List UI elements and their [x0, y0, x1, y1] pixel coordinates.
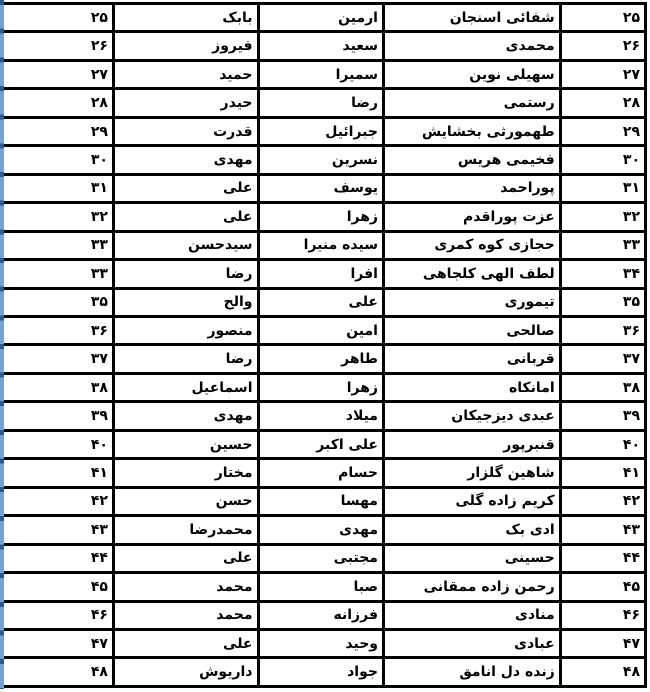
table-row — [4, 288, 646, 316]
row-number-left-cell[interactable]: ۴۲ — [4, 487, 113, 515]
table-row — [4, 60, 646, 88]
table-row — [4, 260, 646, 288]
table-row — [4, 544, 646, 572]
row-number-left-cell[interactable]: ۳۵ — [4, 288, 113, 316]
row-number-right-cell[interactable]: ۳۲ — [560, 203, 645, 231]
table-row — [4, 459, 646, 487]
father-name-cell[interactable]: حیدر — [113, 89, 258, 117]
row-number-right-cell[interactable]: ۳۷ — [560, 345, 645, 373]
first-name-cell[interactable]: طاهر — [258, 345, 383, 373]
row-number-left-cell[interactable]: ۲۹ — [4, 117, 113, 145]
table-row — [4, 573, 646, 601]
row-number-left-cell[interactable]: ۴۷ — [4, 629, 113, 657]
father-name-cell[interactable]: مختار — [113, 459, 258, 487]
row-number-left-cell[interactable]: ۳۸ — [4, 373, 113, 401]
row-number-right-cell[interactable]: ۳۵ — [560, 288, 645, 316]
family-name-cell[interactable]: کریم زاده گلی — [383, 487, 560, 515]
father-name-cell[interactable]: حسین — [113, 430, 258, 458]
first-name-cell[interactable]: مهسا — [258, 487, 383, 515]
table-row — [4, 316, 646, 344]
father-name-cell[interactable]: والح — [113, 288, 258, 316]
row-number-left-cell[interactable]: ۴۴ — [4, 544, 113, 572]
father-name-cell[interactable]: مهدی — [113, 402, 258, 430]
first-name-cell[interactable]: مجتبی — [258, 544, 383, 572]
family-name-cell[interactable]: پوراحمد — [383, 174, 560, 202]
father-name-cell[interactable]: حسن — [113, 487, 258, 515]
table-row — [4, 89, 646, 117]
row-number-left-cell[interactable]: ۳۲ — [4, 203, 113, 231]
row-number-left-cell[interactable]: ۲۷ — [4, 60, 113, 88]
first-name-cell[interactable]: رضا — [258, 89, 383, 117]
family-name-cell[interactable]: منادی — [383, 601, 560, 629]
table-row — [4, 402, 646, 430]
table-row — [4, 203, 646, 231]
family-name-cell[interactable]: عبدی دیزجیکان — [383, 402, 560, 430]
father-name-cell[interactable]: منصور — [113, 316, 258, 344]
first-name-cell[interactable]: جبرائیل — [258, 117, 383, 145]
row-number-right-cell[interactable]: ۳۳ — [560, 231, 645, 259]
father-name-cell[interactable]: مهدی — [113, 146, 258, 174]
first-name-cell[interactable]: علی — [258, 288, 383, 316]
row-number-right-cell[interactable]: ۲۹ — [560, 117, 645, 145]
row-number-left-cell[interactable]: ۲۵ — [4, 4, 113, 32]
family-name-cell[interactable]: عبادی — [383, 629, 560, 657]
father-name-cell[interactable]: علی — [113, 544, 258, 572]
father-name-cell[interactable]: حمید — [113, 60, 258, 88]
first-name-cell[interactable]: مهدی — [258, 516, 383, 544]
row-number-right-cell[interactable]: ۴۰ — [560, 430, 645, 458]
father-name-cell[interactable]: رضا — [113, 345, 258, 373]
row-number-right-cell[interactable]: ۴۲ — [560, 487, 645, 515]
first-name-cell[interactable]: صبا — [258, 573, 383, 601]
row-number-right-cell[interactable]: ۲۸ — [560, 89, 645, 117]
father-name-cell[interactable]: محمد — [113, 573, 258, 601]
row-number-left-cell[interactable]: ۴۵ — [4, 573, 113, 601]
row-number-left-cell[interactable]: ۳۶ — [4, 316, 113, 344]
first-name-cell[interactable]: میلاد — [258, 402, 383, 430]
first-name-cell[interactable]: سیده منیرا — [258, 231, 383, 259]
row-number-right-cell[interactable]: ۳۶ — [560, 316, 645, 344]
names-table — [4, 2, 647, 688]
father-name-cell[interactable]: فیروز — [113, 32, 258, 60]
family-name-cell[interactable]: سهیلی نوین — [383, 60, 560, 88]
father-name-cell[interactable]: رضا — [113, 260, 258, 288]
family-name-cell[interactable]: حسینی — [383, 544, 560, 572]
father-name-cell[interactable]: سیدحسن — [113, 231, 258, 259]
row-number-left-cell[interactable]: ۴۱ — [4, 459, 113, 487]
row-number-right-cell[interactable]: ۴۱ — [560, 459, 645, 487]
table-row — [4, 4, 646, 32]
table-row — [4, 373, 646, 401]
table-row — [4, 516, 646, 544]
first-name-cell[interactable]: جواد — [258, 658, 383, 687]
father-name-cell[interactable]: داریوش — [113, 658, 258, 687]
father-name-cell[interactable]: محمد — [113, 601, 258, 629]
row-number-right-cell[interactable]: ۳۴ — [560, 260, 645, 288]
family-name-cell[interactable]: شاهین گلزار — [383, 459, 560, 487]
first-name-cell[interactable]: حسام — [258, 459, 383, 487]
row-number-right-cell[interactable]: ۲۶ — [560, 32, 645, 60]
table-row — [4, 629, 646, 657]
first-name-cell[interactable]: وحید — [258, 629, 383, 657]
row-number-right-cell[interactable]: ۳۹ — [560, 402, 645, 430]
father-name-cell[interactable]: قدرت — [113, 117, 258, 145]
row-number-right-cell[interactable]: ۴۷ — [560, 629, 645, 657]
father-name-cell[interactable]: اسماعیل — [113, 373, 258, 401]
family-name-cell[interactable]: لطف الهی کلجاهی — [383, 260, 560, 288]
row-number-right-cell[interactable]: ۴۵ — [560, 573, 645, 601]
table-row — [4, 32, 646, 60]
row-number-right-cell[interactable]: ۴۴ — [560, 544, 645, 572]
first-name-cell[interactable]: سمیرا — [258, 60, 383, 88]
first-name-cell[interactable]: زهرا — [258, 203, 383, 231]
first-name-cell[interactable]: افرا — [258, 260, 383, 288]
father-name-cell[interactable]: بابک — [113, 4, 258, 32]
table-row — [4, 658, 646, 687]
family-name-cell[interactable]: عزت پوراقدم — [383, 203, 560, 231]
family-name-cell[interactable]: صالحی — [383, 316, 560, 344]
table-row — [4, 174, 646, 202]
family-name-cell[interactable]: رحمن زاده ممقانی — [383, 573, 560, 601]
row-number-right-cell[interactable]: ۲۵ — [560, 4, 645, 32]
row-number-left-cell[interactable]: ۳۳ — [4, 231, 113, 259]
family-name-cell[interactable]: طهمورثی بخشایش — [383, 117, 560, 145]
father-name-cell[interactable]: علی — [113, 174, 258, 202]
table-body — [4, 4, 646, 687]
row-number-right-cell[interactable]: ۳۱ — [560, 174, 645, 202]
row-number-left-cell[interactable]: ۳۷ — [4, 345, 113, 373]
table-row — [4, 146, 646, 174]
family-name-cell[interactable]: تیموری — [383, 288, 560, 316]
table-row — [4, 430, 646, 458]
row-number-left-cell[interactable]: ۴۸ — [4, 658, 113, 687]
family-name-cell[interactable]: شفائی اسنجان — [383, 4, 560, 32]
table-row — [4, 345, 646, 373]
first-name-cell[interactable]: سعید — [258, 32, 383, 60]
father-name-cell[interactable]: علی — [113, 629, 258, 657]
row-number-right-cell[interactable]: ۲۷ — [560, 60, 645, 88]
father-name-cell[interactable]: علی — [113, 203, 258, 231]
family-name-cell[interactable]: ادی بک — [383, 516, 560, 544]
row-number-right-cell[interactable]: ۳۰ — [560, 146, 645, 174]
family-name-cell[interactable]: رستمی — [383, 89, 560, 117]
family-name-cell[interactable]: امانکاه — [383, 373, 560, 401]
family-name-cell[interactable]: محمدی — [383, 32, 560, 60]
first-name-cell[interactable]: امین — [258, 316, 383, 344]
family-name-cell[interactable]: قنبرپور — [383, 430, 560, 458]
row-number-left-cell[interactable]: ۳۱ — [4, 174, 113, 202]
table-row — [4, 487, 646, 515]
family-name-cell[interactable]: زنده دل انامق — [383, 658, 560, 687]
first-name-cell[interactable]: زهرا — [258, 373, 383, 401]
row-number-left-cell[interactable]: ۳۰ — [4, 146, 113, 174]
family-name-cell[interactable]: حجازی کوه کمری — [383, 231, 560, 259]
table-row — [4, 231, 646, 259]
table-row — [4, 117, 646, 145]
row-number-left-cell[interactable]: ۲۶ — [4, 32, 113, 60]
row-number-right-cell[interactable]: ۳۸ — [560, 373, 645, 401]
table-row — [4, 601, 646, 629]
first-name-cell[interactable]: نسرین — [258, 146, 383, 174]
row-number-left-cell[interactable]: ۴۳ — [4, 516, 113, 544]
first-name-cell[interactable]: علی اکبر — [258, 430, 383, 458]
row-number-left-cell[interactable]: ۲۸ — [4, 89, 113, 117]
row-number-left-cell[interactable]: ۴۶ — [4, 601, 113, 629]
row-number-right-cell[interactable]: ۴۳ — [560, 516, 645, 544]
first-name-cell[interactable]: فرزانه — [258, 601, 383, 629]
row-number-right-cell[interactable]: ۴۶ — [560, 601, 645, 629]
row-number-left-cell[interactable]: ۳۳ — [4, 260, 113, 288]
first-name-cell[interactable]: ارمین — [258, 4, 383, 32]
row-number-right-cell[interactable]: ۴۸ — [560, 658, 645, 687]
row-number-left-cell[interactable]: ۳۹ — [4, 402, 113, 430]
family-name-cell[interactable]: فخیمی هریس — [383, 146, 560, 174]
family-name-cell[interactable]: قربانی — [383, 345, 560, 373]
row-number-left-cell[interactable]: ۴۰ — [4, 430, 113, 458]
first-name-cell[interactable]: یوسف — [258, 174, 383, 202]
father-name-cell[interactable]: محمدرضا — [113, 516, 258, 544]
